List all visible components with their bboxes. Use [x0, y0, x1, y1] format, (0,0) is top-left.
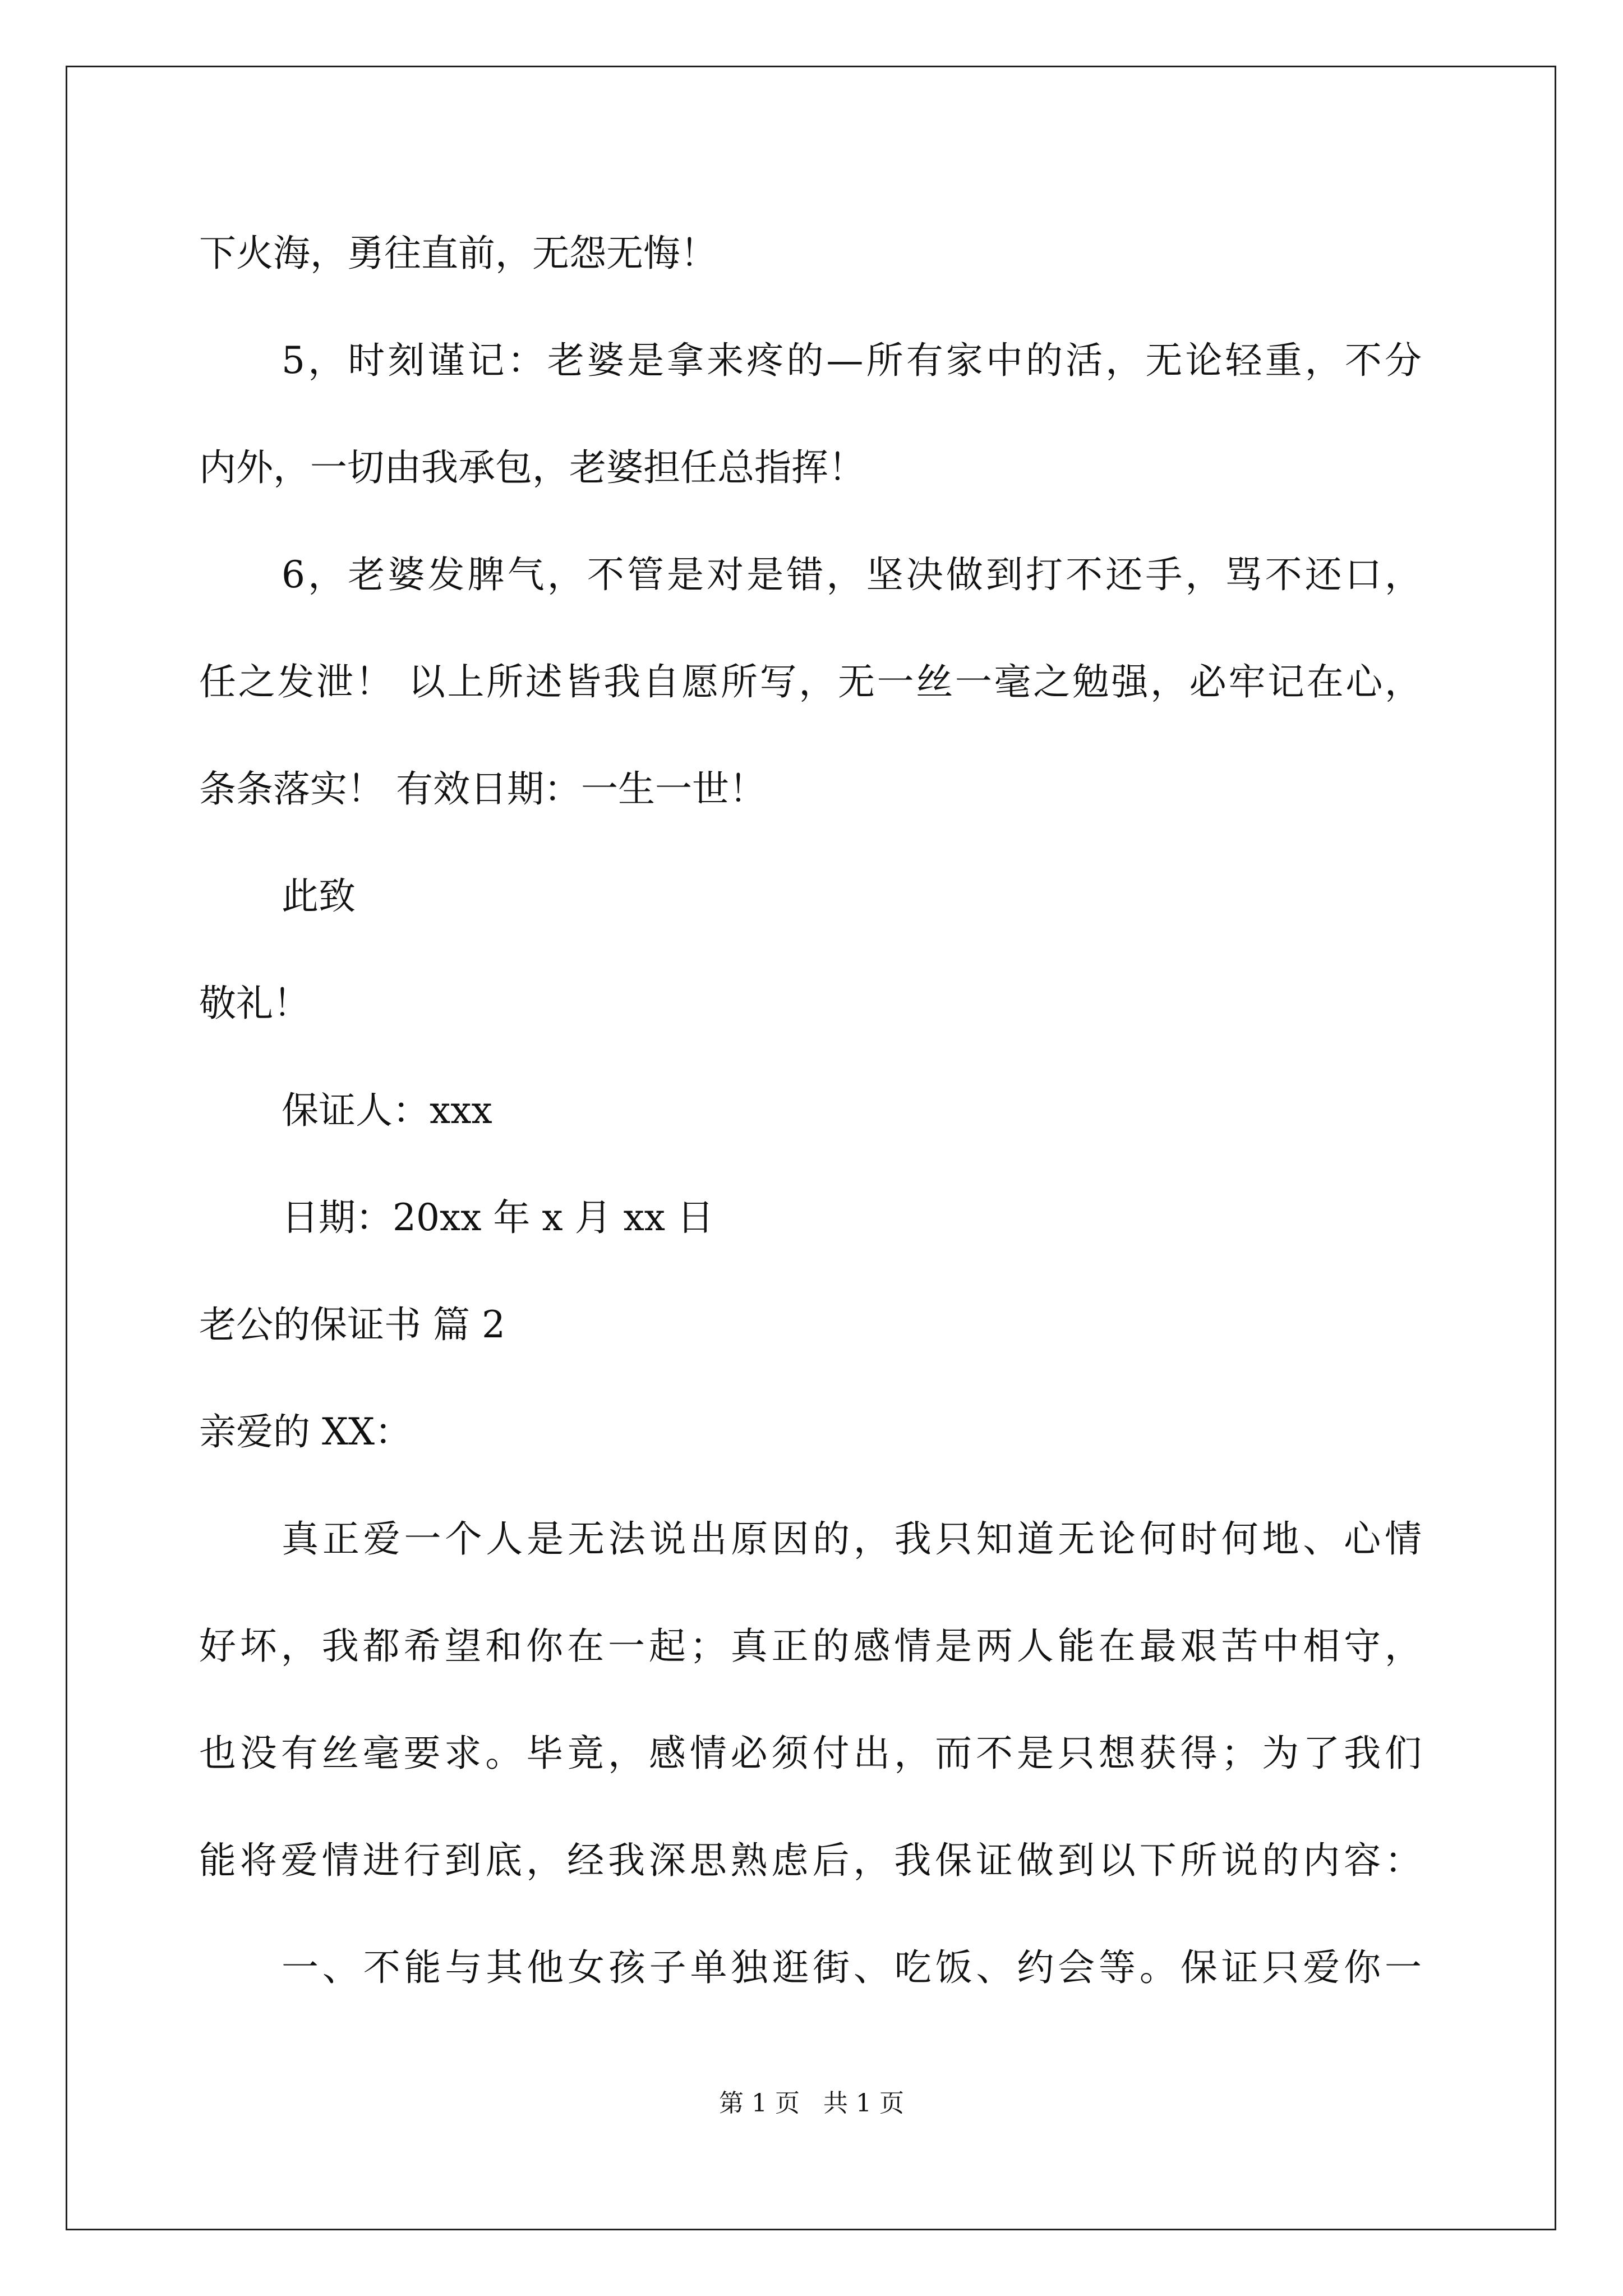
text-line-2: 5，时刻谨记：老婆是拿来疼的—所有家中的活，无论轻重，不分	[282, 339, 1422, 382]
text-line-4: 6，老婆发脾气，不管是对是错，坚决做到打不还手，骂不还口，	[282, 553, 1422, 596]
page-number-footer: 第 1 页 共 1 页	[719, 2089, 904, 2118]
page-border	[66, 66, 1556, 2230]
closing-salutation-line-2: 敬礼！	[199, 982, 310, 1025]
text-line-16: 能将爱情进行到底，经我深思熟虑后，我保证做到以下所说的内容：	[199, 1839, 1422, 1882]
section-heading: 老公的保证书 篇 2	[199, 1303, 505, 1346]
closing-salutation-line-1: 此致	[282, 875, 356, 918]
guarantor-line: 保证人：xxx	[282, 1089, 492, 1132]
text-line-15: 也没有丝毫要求。毕竟，感情必须付出，而不是只想获得；为了我们	[199, 1732, 1422, 1775]
text-line-3: 内外，一切由我承包，老婆担任总指挥！	[199, 446, 865, 489]
text-line-14: 好坏，我都希望和你在一起；真正的感情是两人能在最艰苦中相守，	[199, 1625, 1422, 1668]
text-line-17: 一、不能与其他女孩子单独逛街、吃饭、约会等。保证只爱你一	[282, 1946, 1422, 1989]
date-line: 日期：20xx 年 x 月 xx 日	[282, 1196, 714, 1239]
greeting-line: 亲爱的 XX：	[199, 1410, 412, 1453]
text-line-5: 任之发泄！ 以上所述皆我自愿所写，无一丝一毫之勉强，必牢记在心，	[199, 660, 1422, 703]
text-line-1: 下火海，勇往直前，无怨无悔！	[199, 232, 717, 275]
text-line-6: 条条落实！ 有效日期：一生一世！	[199, 767, 766, 811]
text-line-13: 真正爱一个人是无法说出原因的，我只知道无论何时何地、心情	[282, 1517, 1422, 1561]
